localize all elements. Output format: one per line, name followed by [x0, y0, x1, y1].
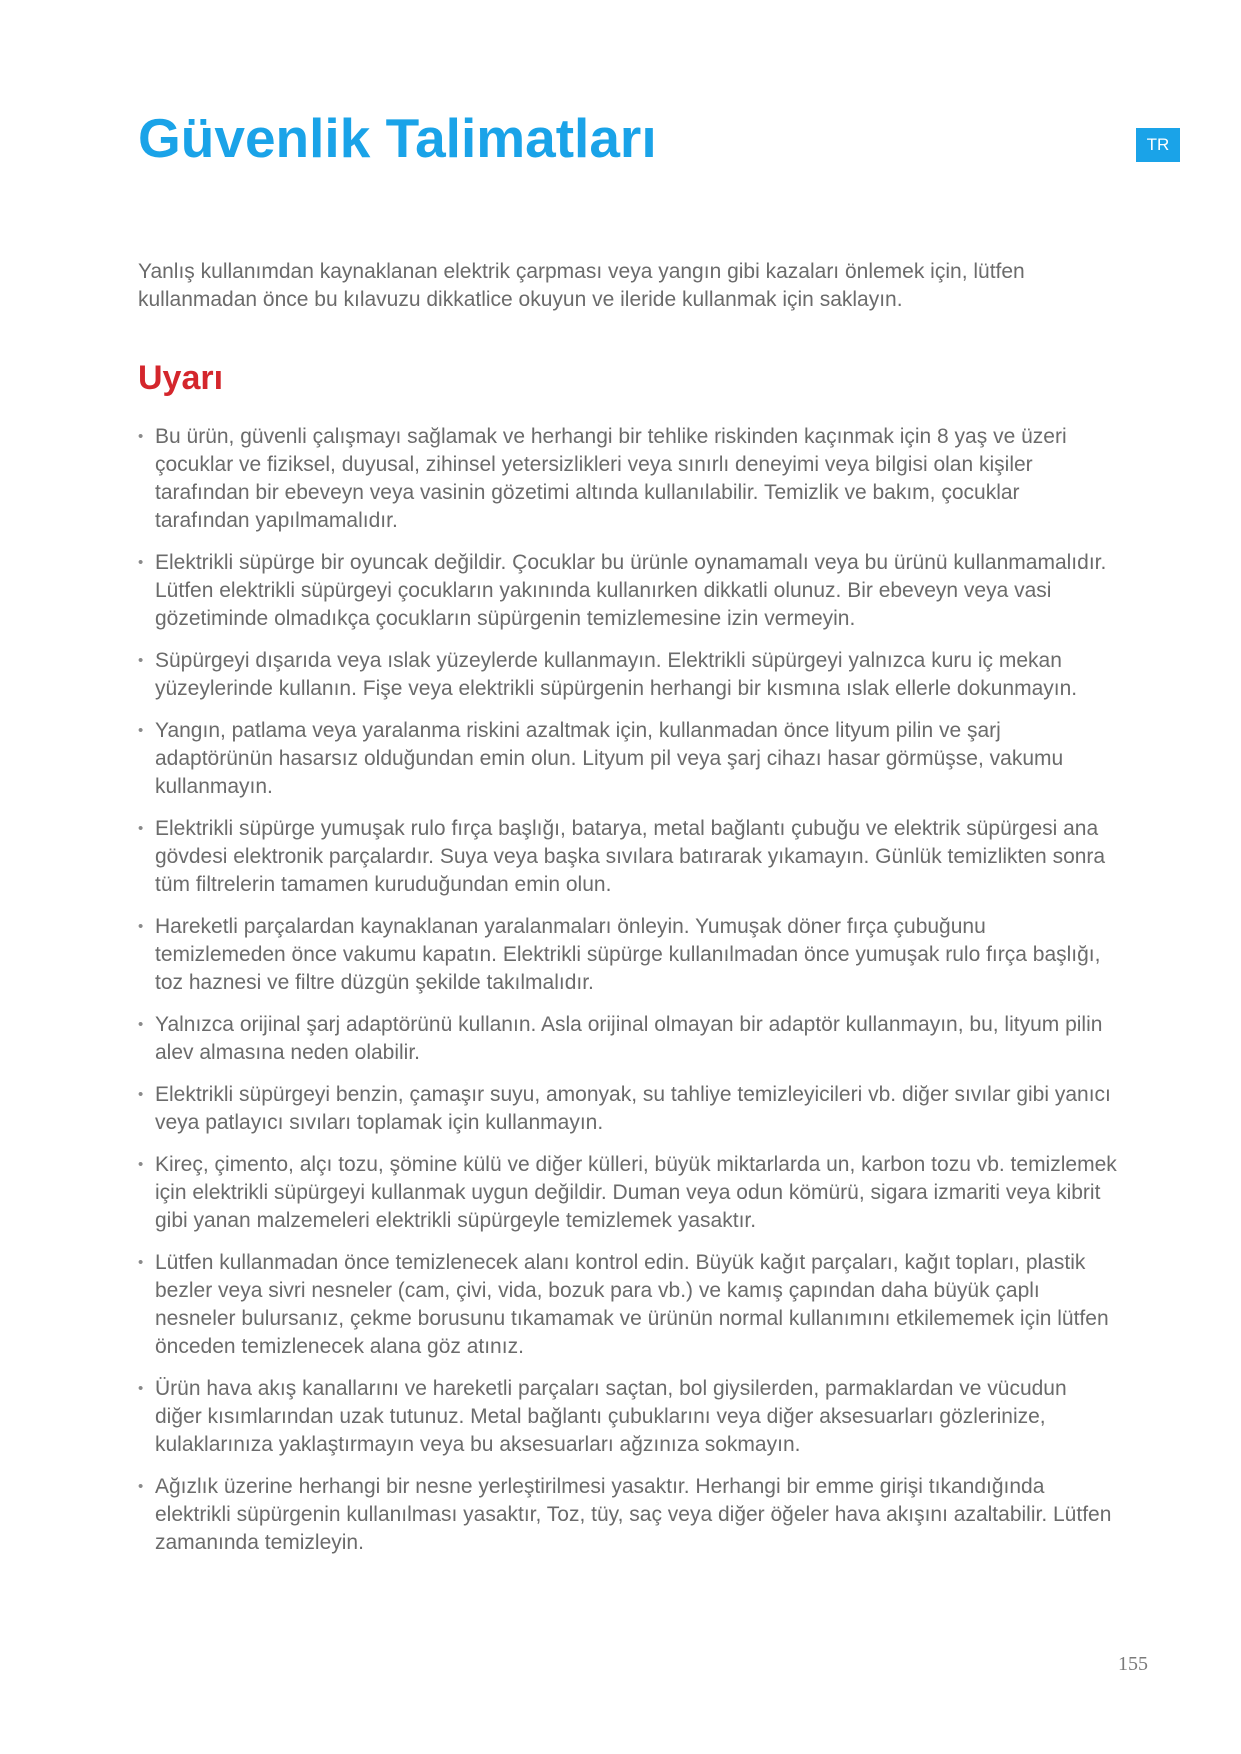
bullet-icon: •	[138, 652, 144, 669]
language-badge: TR	[1136, 128, 1180, 162]
bullet-icon: •	[138, 554, 144, 571]
warning-item	[138, 717, 1118, 801]
warning-item	[138, 1011, 1118, 1067]
intro-paragraph: Yanlış kullanımdan kaynaklanan elektrik çarpması veya yangın gibi kazaları önlemek için, lütfen kullanmadan önce bu kılavuzu dikkatlice okuyun ve ileride kullanmak için saklayın.	[138, 260, 1025, 311]
warning-item	[138, 1249, 1118, 1361]
warning-item	[138, 1473, 1118, 1557]
warning-text: Yalnızca orijinal şarj adaptörünü kullanın. Asla orijinal olmayan bir adaptör kullanmayın, bu, lityum pilin alev almasına neden olabilir.	[155, 1013, 1103, 1064]
warning-text: Elektrikli süpürgeyi benzin, çamaşır suyu, amonyak, su tahliye temizleyicileri vb. diğer sıvılar gibi yanıcı veya patlayıcı sıvıları toplamak için kullanmayın.	[155, 1083, 1111, 1134]
bullet-icon: •	[138, 1254, 144, 1271]
warning-text: Süpürgeyi dışarıda veya ıslak yüzeylerde kullanmayın. Elektrikli süpürgeyi yalnızca kuru iç mekan yüzeylerinde kullanın. Fişe veya elektrikli süpürgenin herhangi bir kısmına ıslak ellerle dokunmayın.	[155, 649, 1078, 700]
bullet-icon: •	[138, 428, 144, 445]
warning-text: Lütfen kullanmadan önce temizlenecek alanı kontrol edin. Büyük kağıt parçaları, kağıt topları, plastik bezler veya sivri nesneler (cam, çivi, vida, bozuk para vb.) ve kamış çapından daha büyük çaplı nesneler bulursanız, çekme borusunu tıkamamak ve ürünün normal kullanımını etkilememek için lütfen önceden temizlenecek alana göz atınız.	[155, 1251, 1109, 1358]
warning-text: Yangın, patlama veya yaralanma riskini azaltmak için, kullanmadan önce lityum pilin ve şarj adaptörünün hasarsız olduğundan emin olun. Lityum pil veya şarj cihazı hasar görmüşse, vakumu kullanmayın.	[155, 719, 1064, 798]
bullet-icon: •	[138, 1478, 144, 1495]
warning-text: Kireç, çimento, alçı tozu, şömine külü ve diğer külleri, büyük miktarlarda un, karbon tozu vb. temizlemek için elektrikli süpürgeyi kullanmak uygun değildir. Duman veya odun kömürü, sigara izmariti veya kibrit gibi yanan malzemeleri elektrikli süpürgeyle temizlemek yasaktır.	[155, 1153, 1117, 1232]
bullet-icon: •	[138, 1016, 144, 1033]
warning-list	[138, 423, 1118, 1571]
warning-item	[138, 815, 1118, 899]
warning-item	[138, 549, 1118, 633]
warning-item	[138, 423, 1118, 535]
warning-item	[138, 1081, 1118, 1137]
warning-item	[138, 647, 1118, 703]
warning-text: Bu ürün, güvenli çalışmayı sağlamak ve herhangi bir tehlike riskinden kaçınmak için 8 yaş ve üzeri çocuklar ve fiziksel, duyusal, zihinsel yetersizlikleri veya sınırlı deneyimi veya bilgisi olan kişiler tarafından bir ebeveyn veya vasinin gözetimi altında kullanılabilir. Temizlik ve bakım, çocuklar tarafından yapılmamalıdır.	[155, 425, 1067, 532]
warning-item	[138, 1151, 1118, 1235]
warning-text: Ağızlık üzerine herhangi bir nesne yerleştirilmesi yasaktır. Herhangi bir emme girişi tıkandığında elektrikli süpürgenin kullanılması yasaktır, Toz, tüy, saç veya diğer öğeler hava akışını azaltabilir. Lütfen zamanında temizleyin.	[155, 1475, 1112, 1554]
warning-item	[138, 1375, 1118, 1459]
bullet-icon: •	[138, 1086, 144, 1103]
warning-text: Elektrikli süpürge yumuşak rulo fırça başlığı, batarya, metal bağlantı çubuğu ve elektrik süpürgesi ana gövdesi elektronik parçalardır. Suya veya başka sıvılara batırarak yıkamayın. Günlük temizlikten sonra tüm filtrelerin tamamen kuruduğundan emin olun.	[155, 817, 1106, 896]
warning-text: Ürün hava akış kanallarını ve hareketli parçaları saçtan, bol giysilerden, parmaklardan ve vücudun diğer kısımlarından uzak tutunuz. Metal bağlantı çubuklarını veya diğer aksesuarları gözlerinize, kulaklarınıza yaklaştırmayın veya bu aksesuarları ağzınıza sokmayın.	[155, 1377, 1067, 1456]
warning-text: Elektrikli süpürge bir oyuncak değildir. Çocuklar bu ürünle oynamamalı veya bu ürünü kullanmamalıdır. Lütfen elektrikli süpürgeyi çocukların yakınında kullanırken dikkatli olunuz. Bir ebeveyn veya vasi gözetiminde olmadıkça çocukların süpürgenin temizlemesine izin vermeyin.	[155, 551, 1107, 630]
bullet-icon: •	[138, 918, 144, 935]
bullet-icon: •	[138, 722, 144, 739]
warning-heading: Uyarı	[138, 359, 224, 397]
bullet-icon: •	[138, 1156, 144, 1173]
page-number: 155	[1118, 1653, 1148, 1675]
warning-item	[138, 913, 1118, 997]
page-title: Güvenlik Talimatları	[138, 107, 657, 169]
warning-text: Hareketli parçalardan kaynaklanan yaralanmaları önleyin. Yumuşak döner fırça çubuğunu temizlemeden önce vakumu kapatın. Elektrikli süpürge kullanılmadan önce yumuşak rulo fırça başlığı, toz haznesi ve filtre düzgün şekilde takılmalıdır.	[155, 915, 1101, 994]
bullet-icon: •	[138, 1380, 144, 1397]
bullet-icon: •	[138, 820, 144, 837]
